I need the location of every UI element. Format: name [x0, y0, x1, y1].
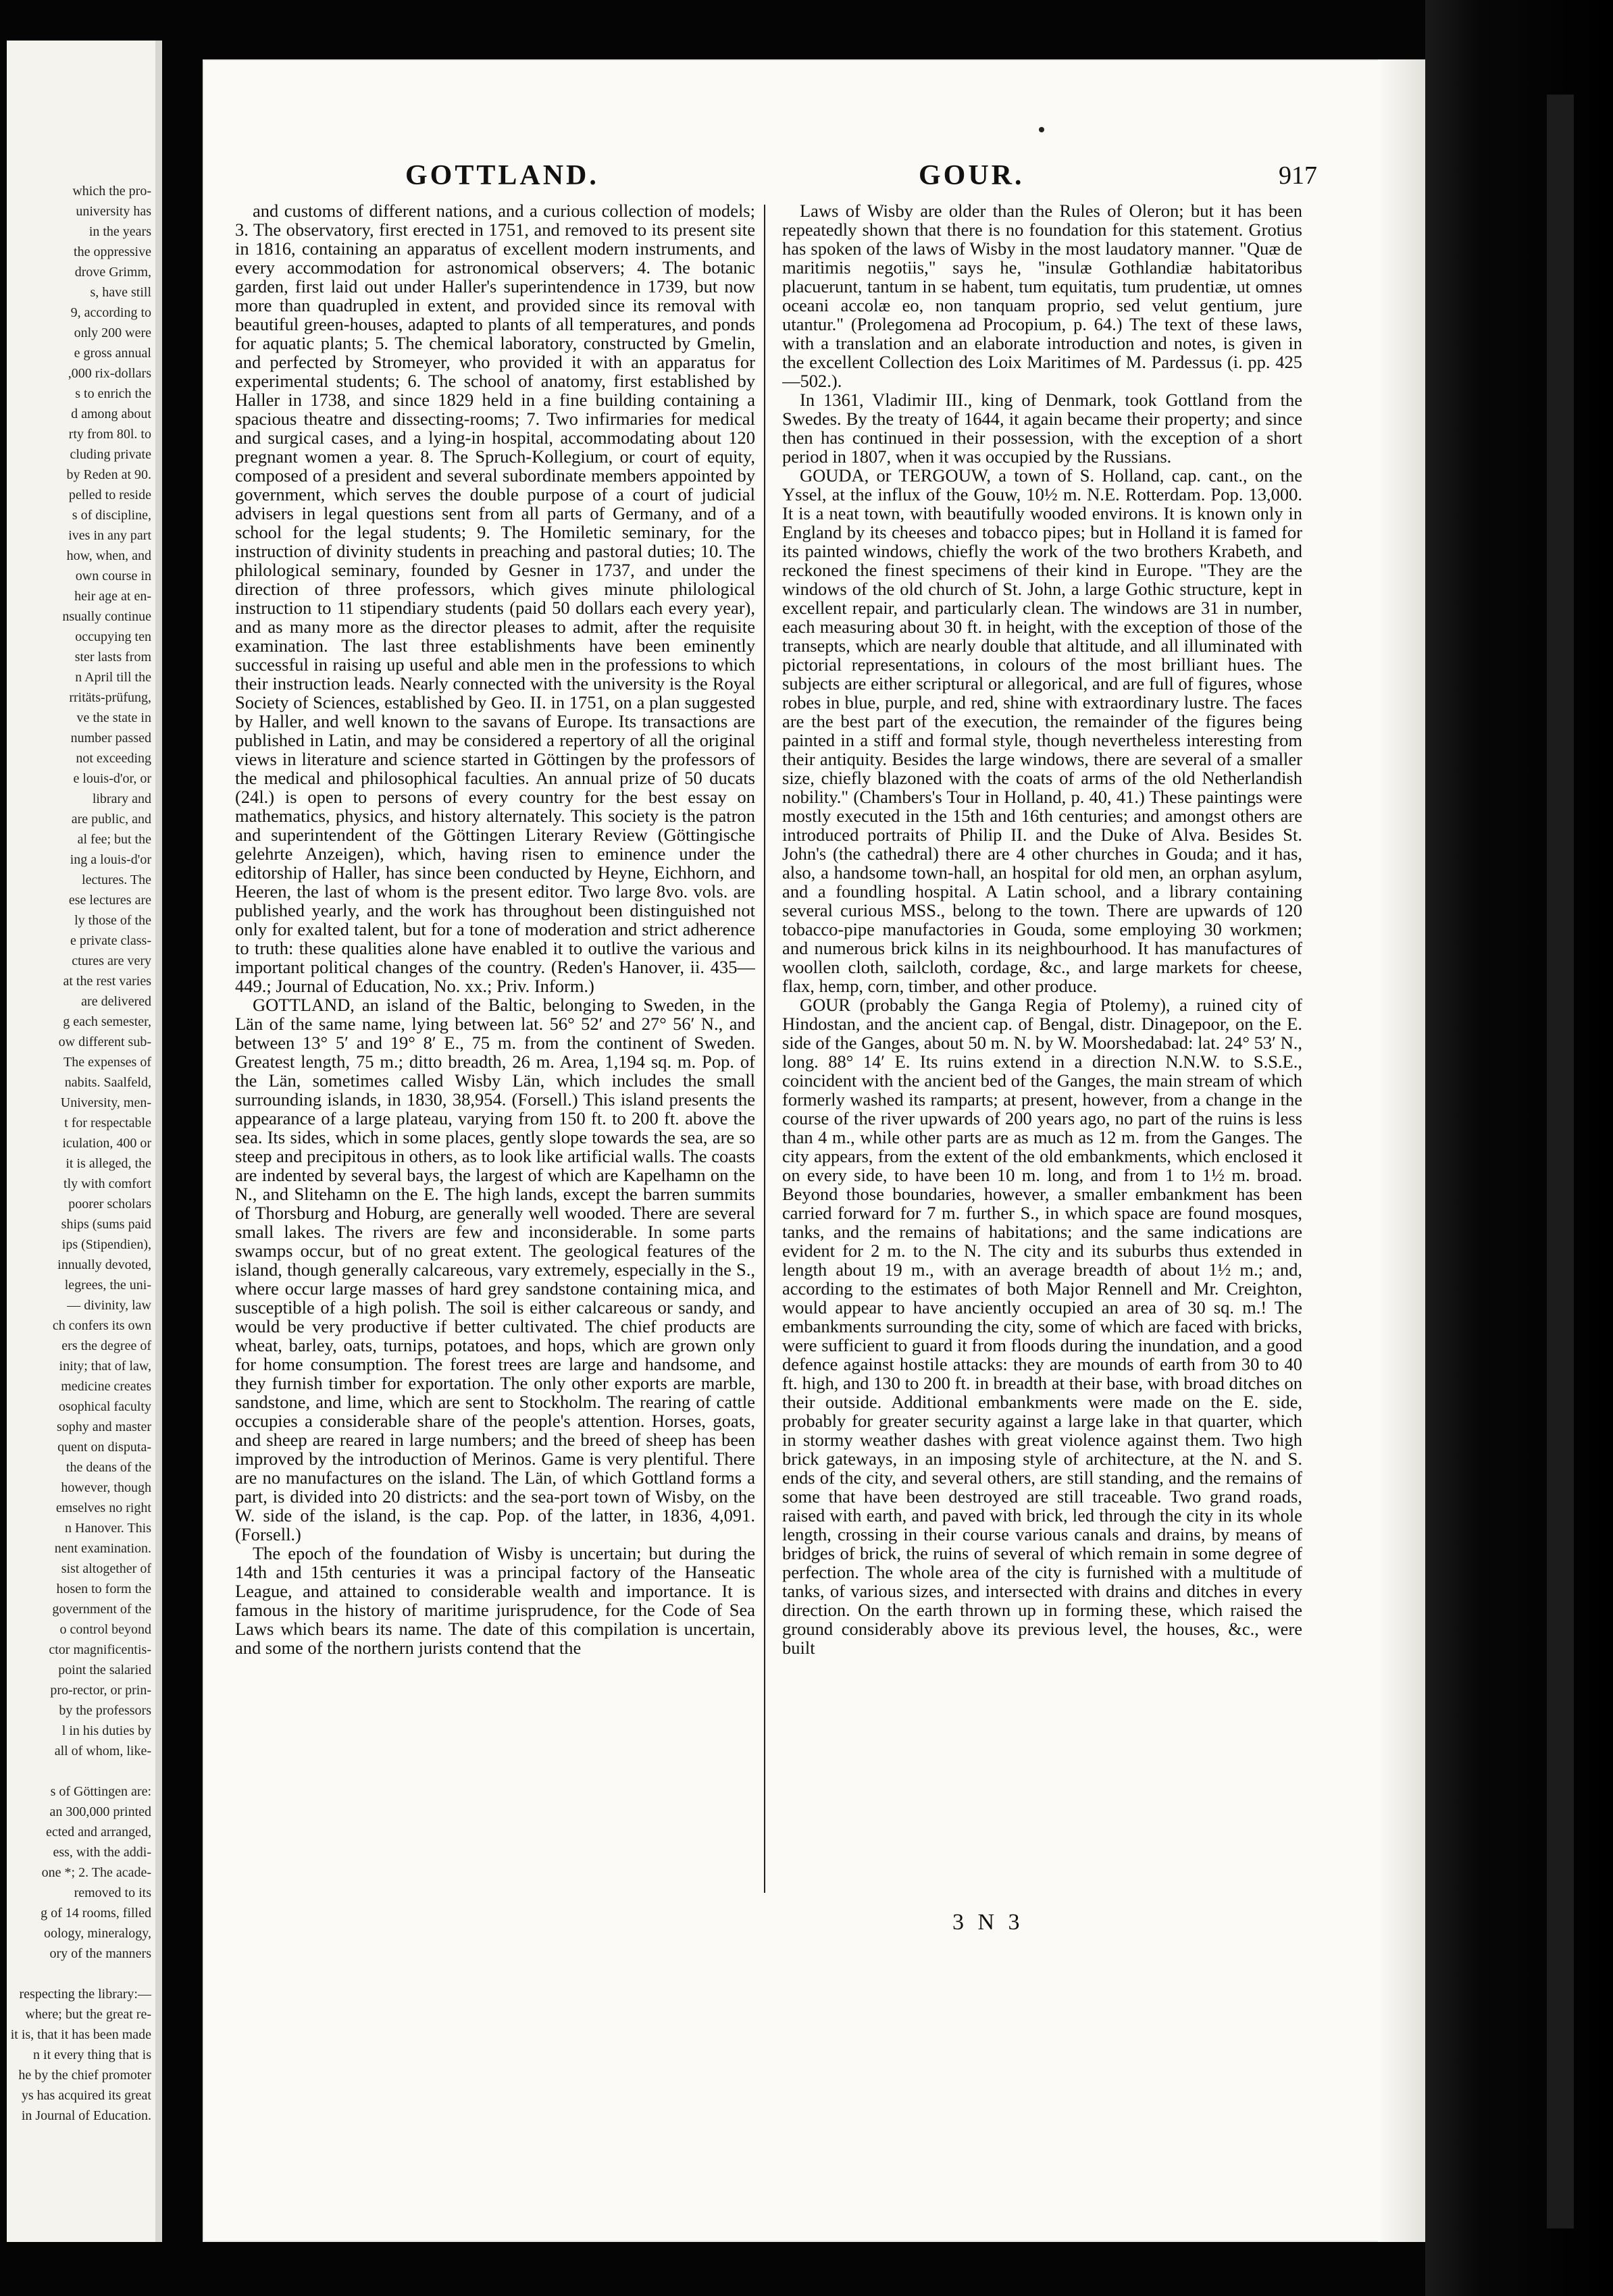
paragraph-gottland-entry: GOTTLAND, an island of the Baltic, belonging to Sweden, in the Län of the same name, lying between lat. 56° 52′ and 27° 56′ N., and between 13° 5′ and 19° 8′ E., 75 m. from the continent of Sweden. Greatest length, 75 m.; ditto breadth, 26 m. Area, 1,194 sq. m. Pop. of the Län, sometimes called Wisby Län, which includes the small surrounding islands, in 1830, 38,954. (Forsell.) This island presents the appearance of a large plateau, varying from 150 ft. to 200 ft. above the sea. Its sides, which in some places, gently slope towards the sea, are so steep and precipitous in others, as to look like artificial walls. The coasts are indented by several bays, the largest of which are Kapelhamn on the N., and Slitehamn on the E. The high lands, except the barren summits of Thorsburg and Hoburg, are generally well wooded. There are several small lakes. The rivers are few and inconsiderable. In some parts swamps occur, but of no great extent. The geological features of the island, though generally calcareous, vary extremely, especially in the S., where occur large masses of hard grey sandstone containing mica, and susceptible of a high polish. The soil is either calcareous or sandy, and would be very productive if better cultivated. The chief products are wheat, barley, oats, turnips, potatoes, and hops, which are grown only for home consumption. The forest trees are large and handsome, and they furnish timber for exportation. The only other exports are marble, sandstone, and lime, which are sent to Stockholm. The rearing of cattle occupies a considerable share of the people's attention. Horses, goats, and sheep are reared in large numbers; and the breed of sheep has been improved by the introduction of Merinos. Game is very plentiful. There are no manufactures on the island. The Län, of which Gottland forms a part, is divided into 20 districts: and the sea-port town of Wisby, on the W. side of the island, is the cap. Pop. of the latter, in 1836, 4,091. (Forsell.)	[235, 995, 755, 1544]
previous-page-line: poorer scholars	[68, 1197, 151, 1211]
previous-page-line: d among about	[71, 407, 151, 421]
previous-page-line: ess, with the addi-	[53, 1845, 151, 1860]
previous-page-line: by the professors	[59, 1703, 151, 1718]
previous-page-line: heir age at en-	[74, 589, 151, 604]
previous-page-line: rritäts-prüfung,	[69, 690, 151, 705]
previous-page-line: in the years	[88, 224, 151, 239]
previous-page-line: tly with comfort	[63, 1176, 151, 1191]
page-number: 917	[1279, 161, 1317, 190]
previous-page-line: quent on disputa-	[57, 1440, 151, 1455]
previous-page-line: not exceeding	[76, 751, 151, 766]
book-cover-edge	[1547, 95, 1574, 2228]
previous-page-line: al fee; but the	[77, 832, 151, 847]
previous-page-line: pro-rector, or prin-	[50, 1683, 151, 1698]
book-binding-edge	[1425, 0, 1613, 2296]
previous-page-line: point the salaried	[58, 1663, 151, 1677]
previous-page-line: ory of the manners	[49, 1946, 151, 1961]
previous-page-line: ,000 rix-dollars	[68, 366, 151, 381]
previous-page-line: s to enrich the	[75, 386, 151, 401]
previous-page-line: medicine creates	[61, 1379, 151, 1394]
paragraph-gour-entry: GOUR (probably the Ganga Regia of Ptolemy), a ruined city of Hindostan, and the ancient cap. of Bengal, distr. Dinagepoor, on the E. side of the Ganges, about 50 m. N. by W. Moorshedabad: lat. 24° 53′ N., long. 88° 14′ E. Its ruins extend in a direction N.N.W. to S.S.E., coincident with the ancient bed of the Ganges, the main stream of which formerly washed its ramparts; at present, however, from a change in the course of the river upwards of 200 years ago, no part of the ruins is less than 4 m., while other parts are as much as 12 m. from the Ganges. The city appears, from the extent of the old embankments, which enclosed it on every side, to have been 10 m. long, and from 1 to 1½ m. broad. Beyond those boundaries, however, a smaller embankment has been carried forward for 7 m. further S., in which space are found mosques, tanks, and the remains of habitations; and the same indications are evident for 2 m. to the N. The city and its suburbs thus extended in length about 19 m., with an average breadth of about 1½ m.; and, according to the estimates of both Major Rennell and Mr. Creighton, would appear to have anciently occupied an area of 30 sq. m.! The embankments surrounding the city, some of which are faced with bricks, were sufficient to guard it from floods during the inundation, and a good defence against hostile attacks: they are mounds of earth from 30 to 40 ft. high, and 130 to 200 ft. in breadth at their base, with broad ditches on their outside. Additional embankments were made on the E. side, probably for greater security against a large lake in that quarter, which in stormy weather dashes with great violence against them. Two high brick gateways, in an imposing style of architecture, at the N. and S. ends of the city, and several others, are still standing, and the remains of some that have been destroyed are still traceable. Two grand roads, raised with earth, and paved with brick, led through the city in its whole length, crossing in their course various canals and drains, by means of bridges of brick, the ruins of several of which remain in some degree of perfection. The whole area of the city is furnished with a multitude of tanks, of various sizes, and intersected with drains and ditches in every direction. On the earth thrown up in forming these, which raised the ground considerably above its previous level, the houses, &c., were built	[782, 995, 1302, 1658]
previous-page-line: innually devoted,	[57, 1257, 151, 1272]
previous-page-line: ers the degree of	[61, 1338, 151, 1353]
previous-page-line: s of Göttingen are:	[50, 1784, 151, 1799]
previous-page-line: ected and arranged,	[45, 1825, 151, 1840]
previous-page-line: ctures are very	[72, 954, 151, 968]
previous-page-line: inity; that of law,	[59, 1359, 151, 1374]
running-head-right: GOUR.	[919, 160, 1025, 191]
previous-page-line: drove Grimm,	[74, 265, 151, 280]
previous-page-line: respecting the library:—	[19, 1987, 151, 2002]
previous-page-line: o control beyond	[59, 1622, 151, 1637]
previous-page-line: occupying ten	[75, 629, 151, 644]
previous-page-line: university has	[76, 204, 151, 219]
previous-page-line: are delivered	[81, 994, 151, 1009]
page-gutter-shadow	[1378, 59, 1425, 2242]
signature-mark: 3 N 3	[952, 1910, 1024, 1935]
previous-page-line: ctor magnificentis-	[49, 1642, 151, 1657]
previous-page-line: s of discipline,	[72, 508, 151, 523]
previous-page-line: — divinity, law	[67, 1298, 151, 1313]
previous-page-edge	[7, 41, 162, 2242]
previous-page-line: ing a louis-d'or	[70, 852, 151, 867]
previous-page-line: osophical faculty	[58, 1399, 151, 1414]
previous-page-line: iculation, 400 or	[62, 1136, 151, 1151]
previous-page-line: e gross annual	[74, 346, 151, 361]
previous-page-line: n it every thing that is	[33, 2047, 151, 2062]
previous-page-line: ships (sums paid	[61, 1217, 151, 1232]
previous-page-line: ow different sub-	[58, 1035, 151, 1049]
previous-page-line: an 300,000 printed	[49, 1804, 151, 1819]
previous-page-line: hosen to form the	[56, 1582, 151, 1596]
previous-page-line: ve the state in	[76, 710, 151, 725]
previous-page-line: removed to its	[74, 1885, 151, 1900]
previous-page-line: e private class-	[70, 933, 151, 948]
previous-page-line: The expenses of	[63, 1055, 151, 1070]
paragraph-wisby-laws: Laws of Wisby are older than the Rules of Oleron; but it has been repeatedly shown that there is no foundation for this statement. Grotius has spoken of the laws of Wisby in the most laudatory manner. "Quæ de maritimis negotiis," says he, "insulæ Gothlandiæ habitatoribus placuerunt, tantum in se habent, tum equitatis, tum prudentiæ, ut omnes oceani accolæ eo, non tanquam proprio, sed velut gentium, jure utantur." (Prolegomena ad Procopium, p. 64.) The text of these laws, with a translation and an elaborate introduction and notes, is given in the excellent Collection des Loix Maritimes of M. Pardessus (i. pp. 425—502.).	[782, 201, 1302, 391]
previous-page-line: g of 14 rooms, filled	[41, 1906, 151, 1921]
previous-page-line: all of whom, like-	[54, 1744, 151, 1758]
previous-page-line: n Hanover. This	[65, 1521, 151, 1536]
previous-page-line: ch confers its own	[52, 1318, 151, 1333]
previous-page-line: the deans of the	[66, 1460, 151, 1475]
right-text-column	[782, 201, 1302, 1896]
previous-page-line: are public, and	[71, 812, 151, 827]
previous-page-line: e louis-d'or, or	[73, 771, 151, 786]
previous-page-line: one *; 2. The acade-	[41, 1865, 151, 1880]
previous-page-line: rty from 80l. to	[68, 427, 151, 442]
previous-page-line: he by the chief promoter	[18, 2068, 151, 2083]
previous-page-line: n April till the	[75, 670, 151, 685]
previous-page-line: t for respectable	[64, 1116, 151, 1130]
previous-page-line: nabits. Saalfeld,	[64, 1075, 151, 1090]
previous-page-line: 9, according to	[70, 305, 151, 320]
left-text-column	[235, 201, 755, 1896]
previous-page-line: the oppressive	[74, 244, 151, 259]
previous-page-line: ster lasts from	[74, 650, 151, 664]
previous-page-line: ly those of the	[74, 913, 151, 928]
previous-page-line: it is alleged, the	[66, 1156, 151, 1171]
previous-page-line: nent examination.	[54, 1541, 151, 1556]
column-divider	[764, 205, 765, 1893]
previous-page-line: where; but the great re-	[25, 2007, 151, 2022]
previous-page-line: by Reden at 90.	[66, 467, 151, 482]
previous-page-line: how, when, and	[66, 548, 151, 563]
previous-page-line: government of the	[52, 1602, 151, 1617]
previous-page-line: ese lectures are	[68, 893, 151, 908]
previous-page-line: cluding private	[70, 447, 151, 462]
previous-page-line: legrees, the uni-	[64, 1278, 151, 1293]
previous-page-line: s, have still	[90, 285, 151, 300]
previous-page-line: sophy and master	[57, 1419, 151, 1434]
previous-page-line: at the rest varies	[63, 974, 151, 989]
previous-page-line: ips (Stipendien),	[61, 1237, 151, 1252]
previous-page-line: l in his duties by	[61, 1723, 151, 1738]
previous-page-line: ives in any part	[68, 528, 151, 543]
previous-page-line: number passed	[70, 731, 151, 746]
paragraph-wisby-foundation: The epoch of the foundation of Wisby is uncertain; but during the 14th and 15th centuries it was a principal factory of the Hanseatic League, and attained to considerable wealth and importance. It is famous in the history of maritime jurisprudence, for the Code of Sea Laws which bears its name. The date of this compilation is uncertain, and some of the northern jurists contend that the	[235, 1543, 755, 1658]
book-page	[203, 59, 1425, 2242]
previous-page-line: emselves no right	[55, 1501, 151, 1515]
previous-page-line: g each semester,	[63, 1014, 151, 1029]
previous-page-line: nsually continue	[62, 609, 151, 624]
previous-page-line: which the pro-	[72, 184, 151, 199]
previous-page-line: lectures. The	[82, 872, 151, 887]
paragraph-gottland-history: In 1361, Vladimir III., king of Denmark, took Gottland from the Swedes. By the treaty of 1644, it again became their property; and since then has continued in their possession, with the exception of a short period in 1807, when it was occupied by the Russians.	[782, 390, 1302, 467]
previous-page-line: in Journal of Education.	[21, 2108, 151, 2123]
previous-page-line: library and	[92, 791, 151, 806]
previous-page-line: ys has acquired its great	[21, 2088, 151, 2103]
previous-page-line: pelled to reside	[68, 488, 151, 502]
running-head-left: GOTTLAND.	[405, 160, 599, 191]
previous-page-line: it is, that it has been made	[10, 2027, 151, 2042]
previous-page-line: only 200 were	[74, 325, 151, 340]
page-mark	[1039, 127, 1044, 132]
previous-page-line: oology, mineralogy,	[43, 1926, 151, 1941]
paragraph-goettingen-institutions: and customs of different nations, and a curious collection of models; 3. The observatory, first erected in 1751, and removed to its present site in 1816, containing an apparatus of excellent modern instruments, and every accommodation for astronomical observers; 4. The botanic garden, first laid out under Haller's superintendence in 1739, but now more than quadrupled in extent, and provided since its removal with beautiful green-houses, adapted to plants of all temperatures, and ponds for aquatic plants; 5. The chemical laboratory, constructed by Gmelin, and perfected by Stromeyer, who provided it with an apparatus for experimental students; 6. The school of anatomy, first established by Haller in 1738, and since 1829 held in a fine building containing a spacious theatre and dissecting-rooms; 7. Two infirmaries for medical and surgical cases, and a lying-in hospital, accommodating about 120 pregnant women a year. 8. The Spruch-Kollegium, or court of equity, composed of a president and several subordinate members appointed by government, which serves the double purpose of a court of judicial advisers in legal questions sent from all parts of Germany, and of a school for the legal students; 9. The Homiletic seminary, for the instruction of divinity students in preaching and pastoral duties; 10. The philological seminary, founded by Gesner in 1737, and under the direction of three professors, which gives minute philological instruction to 11 stipendiary students (paid 50 dollars each every year), and as many more as the director pleases to admit, after the requisite examination. The last three establishments have been eminently successful in raising up useful and able men in the professions to which their instruction leads. Nearly connected with the university is the Royal Society of Sciences, established by Geo. II. in 1751, on a plan suggested by Haller, and well known to the savans of Europe. Its transactions are published in Latin, and may be considered a repertory of all the original views in literature and science started in Göttingen by the professors of the medical and philosophical faculties. An annual prize of 50 ducats (24l.) is open to persons of every country for the best essay on mathematics, physics, and history alternately. This society is the patron and superintendent of the Göttingen Literary Review (Göttingische gelehrte Anzeigen), which, having risen to eminence under the editorship of Haller, has since been conducted by Heyne, Eichhorn, and Heeren, the last of whom is the present editor. Two large 8vo. vols. are published yearly, and the work has throughout been distinguished not only for exalted talent, but for a tone of moderation and strict adherence to truth: these qualities alone have enabled it to outlive the various and important political changes of the country. (Reden's Hanover, ii. 435—449.; Journal of Education, No. xx.; Priv. Inform.)	[235, 201, 755, 996]
previous-page-line: University, men-	[60, 1095, 151, 1110]
previous-page-line: however, though	[61, 1480, 151, 1495]
previous-page-line: own course in	[75, 569, 151, 583]
paragraph-gouda-entry: GOUDA, or TERGOUW, a town of S. Holland, cap. cant., on the Yssel, at the influx of the Gouw, 10½ m. N.E. Rotterdam. Pop. 13,000. It is a neat town, with beautifully wooded environs. It is known only in England by its cheeses and tobacco pipes; but in Holland it is famed for its painted windows, chiefly the work of the two brothers Krabeth, and reckoned the finest specimens of their kind in Europe. "They are the windows of the old church of St. John, a large Gothic structure, kept in excellent repair, and particularly clean. The windows are 31 in number, each measuring about 30 ft. in height, with the exception of those of the transepts, which are nearly double that altitude, and all illuminated with pictorial representations, in colours of the most brilliant hues. The subjects are either scriptural or allegorical, and are full of figures, whose robes in blue, purple, and red, shine with extraordinary lustre. The faces are the best part of the execution, the remainder of the figures being painted in a stiff and formal style, though nevertheless interesting from their antiquity. Besides the large windows, there are several of a smaller size, chiefly blazoned with the coats of arms of the old Netherlandish nobility." (Chambers's Tour in Holland, p. 40, 41.) These paintings were mostly executed in the 15th and 16th centuries; and amongst others are introduced portraits of Philip II. and the Duke of Alva. Besides St. John's (the cathedral) there are 4 other churches in Gouda; and it has, also, a handsome town-hall, an hospital for old men, an orphan asylum, and a foundling hospital. A Latin school, and a library containing several curious MSS., belong to the town. There are upwards of 120 tobacco-pipe manufactories in Gouda, some employing 30 workmen; and numerous brick kilns in its neighbourhood. It has manufactures of woollen cloth, sailcloth, cordage, &c., and large markets for cheese, flax, hemp, corn, timber, and other produce.	[782, 465, 1302, 996]
previous-page-line: sist altogether of	[61, 1561, 151, 1576]
